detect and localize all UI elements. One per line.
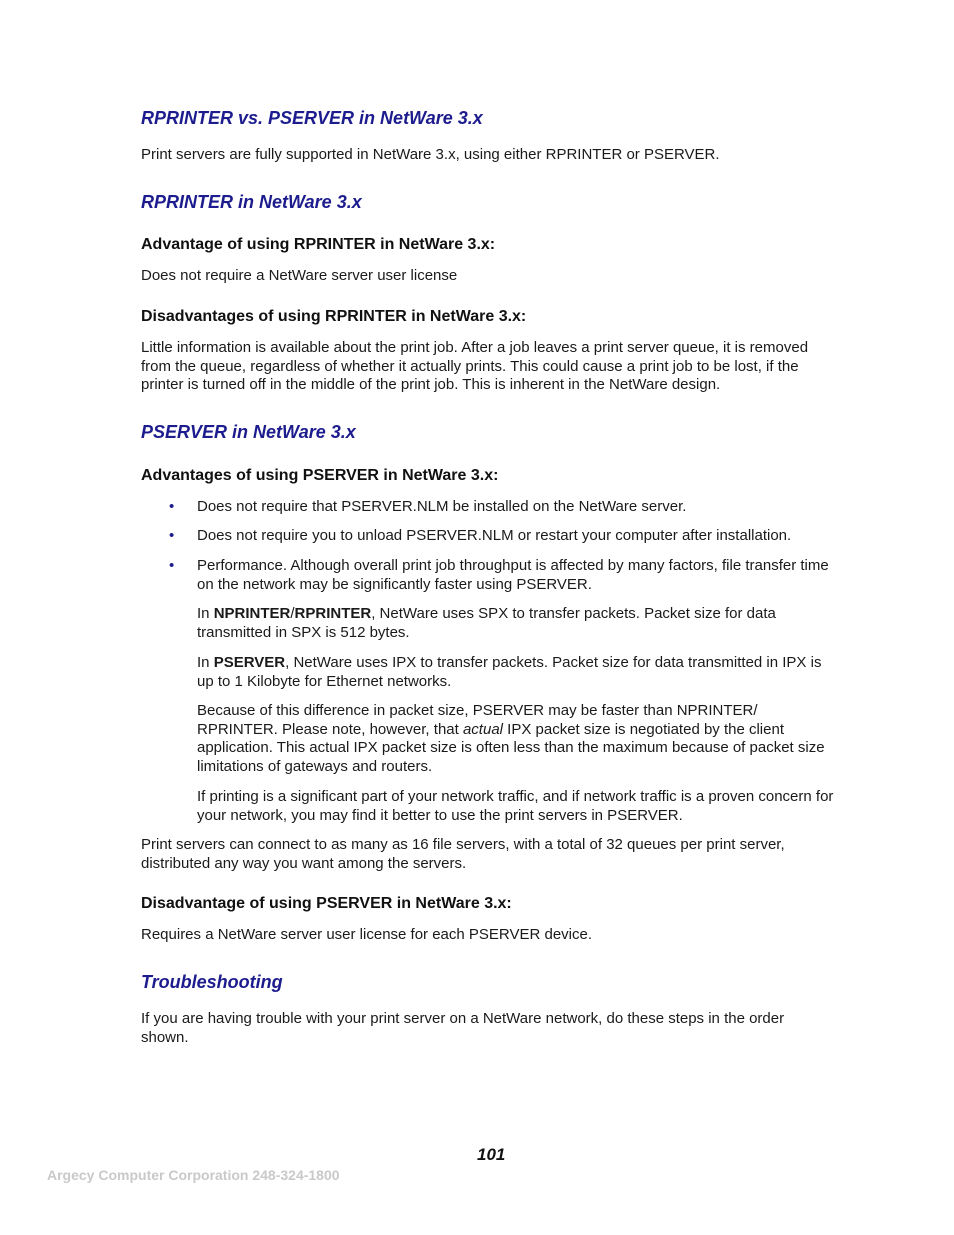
- text-in: In: [197, 654, 214, 671]
- paragraph-network-traffic: If printing is a significant part of your network traffic, and if network traffic is a proven concern for your network, you may find it better to use the print servers in PSERVER.: [197, 788, 834, 824]
- footer-text: Argecy Computer Corporation 248-324-1800: [47, 1167, 340, 1183]
- page-number: 101: [477, 1145, 506, 1164]
- paragraph-troubleshooting: If you are having trouble with your print server on a NetWare network, do these steps in the order shown.: [141, 1010, 785, 1046]
- text-pserver: PSERVER: [213, 654, 286, 671]
- text-actual: actual: [462, 720, 503, 738]
- bullet-marker: •: [169, 557, 175, 574]
- paragraph-file-servers: Print servers can connect to as many as 16 file servers, with a total of 32 queues per print server, distributed any way you want among the servers.: [141, 836, 785, 872]
- list-item: Performance. Although overall print job throughput is affected by many factors, file transfer time on the network may be significantly faster using PSERVER.: [197, 557, 829, 593]
- paragraph-pserver-ipx: [197, 654, 841, 691]
- text-after: IPX packet size is negotiated by the client application. This actual IPX packet size is often less than the maximum because of packet size limitations of gateways and routers.: [197, 720, 825, 775]
- heading-troubleshooting: Troubleshooting: [141, 972, 283, 992]
- text-rprinter: RPRINTER: [294, 605, 372, 622]
- subheading-pserver-disadvantage: Disadvantage of using PSERVER in NetWare 3.x:: [141, 895, 512, 912]
- text-ipx-rest: , NetWare uses IPX to transfer packets. Packet size for data transmitted in IPX is up to 1 Kilobyte for Ethernet networks.: [197, 654, 822, 690]
- text-spx-rest: , NetWare uses SPX to transfer packets. Packet size for data transmitted in SPX is 512 bytes.: [197, 605, 776, 641]
- text-nprinter: NPRINTER: [213, 605, 291, 622]
- text-slash: /: [290, 605, 295, 622]
- paragraph-rprinter-disadvantages: Little information is available about the print job. After a job leaves a print server queue, it is removed from the queue, regardless of whether it actually prints. This could cause a print job to be lost, if the printer is turned off in the middle of the print job. This is inherent in the NetWare design.: [141, 339, 809, 393]
- paragraph-intro: Print servers are fully supported in NetWare 3.x, using either RPRINTER or PSERVER.: [141, 146, 720, 163]
- heading-pserver: PSERVER in NetWare 3.x: [141, 422, 356, 442]
- heading-rprinter-vs-pserver: RPRINTER vs. PSERVER in NetWare 3.x: [141, 108, 483, 128]
- paragraph-packet-size: [197, 702, 841, 776]
- text-before: Because of this difference in packet size, PSERVER may be faster than NPRINTER/ RPRINTER. Please note, however, that: [197, 702, 758, 738]
- text-in: In: [197, 605, 214, 622]
- paragraph-pserver-disadvantage: Requires a NetWare server user license for each PSERVER device.: [141, 926, 593, 943]
- paragraph-rprinter-advantage: Does not require a NetWare server user license: [141, 267, 458, 284]
- list-item: Does not require you to unload PSERVER.NLM or restart your computer after installation.: [197, 527, 792, 544]
- bullet-marker: •: [169, 527, 175, 544]
- subheading-rprinter-disadvantages: Disadvantages of using RPRINTER in NetWare 3.x:: [141, 308, 527, 325]
- bullet-marker: •: [169, 498, 175, 515]
- list-item: Does not require that PSERVER.NLM be installed on the NetWare server.: [197, 498, 687, 515]
- paragraph-nprinter-spx: [197, 605, 841, 642]
- subheading-rprinter-advantage: Advantage of using RPRINTER in NetWare 3.x:: [141, 236, 496, 253]
- subheading-pserver-advantages: Advantages of using PSERVER in NetWare 3.x:: [141, 467, 499, 484]
- heading-rprinter: RPRINTER in NetWare 3.x: [141, 192, 362, 212]
